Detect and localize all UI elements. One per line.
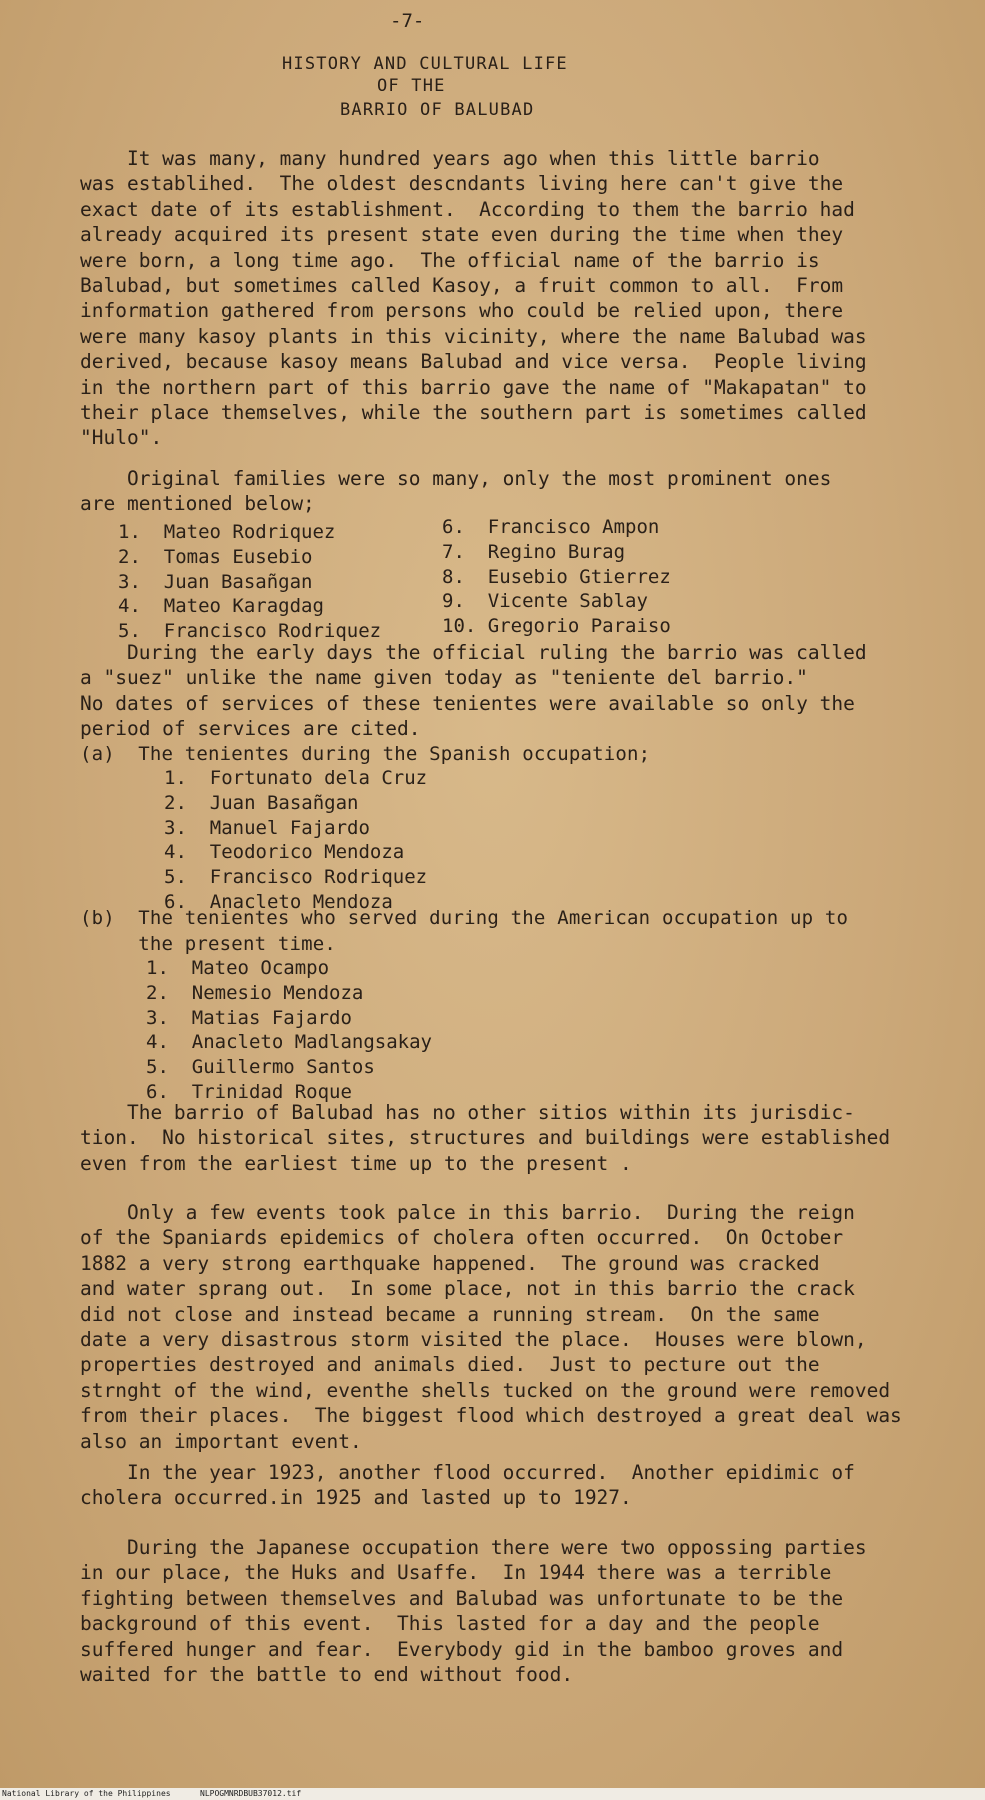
text-line: already acquired its present state even during the time when they bbox=[80, 223, 844, 247]
title-line-2: OF THE bbox=[377, 76, 446, 96]
spanish-tenientes-list bbox=[164, 766, 427, 915]
text-line: are mentioned below; bbox=[80, 492, 315, 516]
list-item: 10. Gregorio Paraiso bbox=[442, 615, 671, 638]
text-line: from their places. The biggest flood which destroyed a great deal was bbox=[80, 1404, 902, 1428]
text-line: also an important event. bbox=[80, 1429, 362, 1453]
text-line: It was many, many hundred years ago when this little barrio bbox=[80, 147, 820, 170]
text-line: No dates of services of these tenientes were available so only the bbox=[80, 691, 855, 715]
footer-library-name: National Library of the Philippines bbox=[2, 1789, 171, 1798]
text-line: in the northern part of this barrio gave the name of "Makapatan" to bbox=[80, 375, 867, 399]
paragraph-flood-1923 bbox=[80, 1460, 940, 1511]
american-tenientes-list bbox=[146, 956, 432, 1105]
list-item: 3. Matias Fajardo bbox=[146, 1006, 352, 1029]
text-line: properties destroyed and animals died. Just to pecture out the bbox=[80, 1353, 820, 1377]
list-item: 6. Trinidad Roque bbox=[146, 1080, 352, 1103]
families-list-left bbox=[118, 520, 381, 644]
list-item: 4. Anacleto Madlangsakay bbox=[146, 1031, 432, 1054]
text-line: were many kasoy plants in this vicinity, where the name Balubad was bbox=[80, 324, 867, 348]
list-item: 1. Mateo Rodriquez bbox=[118, 521, 336, 543]
list-item: 7. Regino Burag bbox=[442, 540, 626, 563]
list-item: 1. Mateo Ocampo bbox=[146, 957, 330, 979]
list-item: 3. Manuel Fajardo bbox=[164, 816, 370, 839]
section-b-heading-line-2: the present time. bbox=[80, 933, 337, 955]
footer-file-name: NLPOGMNRDBUB37012.tif bbox=[200, 1789, 302, 1798]
list-item: 3. Juan Basañgan bbox=[118, 570, 313, 593]
list-item: 9. Vicente Sablay bbox=[442, 590, 648, 613]
list-item: 4. Mateo Karagdag bbox=[118, 595, 324, 618]
text-line: and water sprang out. In some place, not in this barrio the crack bbox=[80, 1277, 855, 1301]
text-line: derived, because kasoy means Balubad and vice versa. People living bbox=[80, 350, 867, 374]
families-list-right bbox=[442, 515, 671, 639]
text-line: During the early days the official ruling the barrio was called bbox=[80, 641, 867, 664]
text-line: "Hulo". bbox=[80, 426, 163, 450]
text-line: waited for the battle to end without food. bbox=[80, 1663, 574, 1687]
text-line: suffered hunger and fear. Everybody gid in the bamboo groves and bbox=[80, 1637, 844, 1661]
list-item: 5. Guillermo Santos bbox=[146, 1056, 375, 1079]
text-line: date a very disastrous storm visited the place. Houses were blown, bbox=[80, 1328, 867, 1352]
paragraph-origin bbox=[80, 146, 940, 451]
list-item: 2. Tomas Eusebio bbox=[118, 545, 313, 568]
text-line: Balubad, but sometimes called Kasoy, a fruit common to all. From bbox=[80, 274, 844, 298]
paragraph-families-intro bbox=[80, 466, 940, 517]
list-item: 6. Francisco Ampon bbox=[442, 516, 660, 538]
text-line: 1882 a very strong earthquake happened. The ground was cracked bbox=[80, 1251, 820, 1275]
text-line: background of this event. This lasted for a day and the people bbox=[80, 1612, 820, 1636]
text-line: of the Spaniards epidemics of cholera often occurred. On October bbox=[80, 1226, 844, 1250]
scan-footer bbox=[0, 1788, 985, 1800]
list-item: 1. Fortunato dela Cruz bbox=[164, 767, 428, 789]
list-item: 6. Anacleto Mendoza bbox=[164, 890, 393, 913]
text-line: in our place, the Huks and Usaffe. In 1944 there was a terrible bbox=[80, 1561, 832, 1585]
text-line: strnght of the wind, eventhe shells tucked on the ground were removed bbox=[80, 1378, 891, 1402]
text-line: were born, a long time ago. The official name of the barrio is bbox=[80, 248, 820, 272]
text-line: Only a few events took palce in this barrio. During the reign bbox=[80, 1201, 855, 1224]
text-line: a "suez" unlike the name given today as "teniente del barrio." bbox=[80, 666, 808, 690]
text-line: During the Japanese occupation there were two oppossing parties bbox=[80, 1536, 867, 1559]
section-b-heading-line-1: (b) The tenientes who served during the American occupation up to bbox=[80, 907, 849, 929]
text-line: exact date of its establishment. According to them the barrio had bbox=[80, 197, 855, 221]
list-item: 4. Teodorico Mendoza bbox=[164, 841, 405, 864]
text-line: was establihed. The oldest descndants living here can't give the bbox=[80, 172, 844, 196]
title-line-3: BARRIO OF BALUBAD bbox=[340, 100, 535, 120]
list-item: 5. Francisco Rodriquez bbox=[164, 866, 428, 889]
text-line: their place themselves, while the southern part is sometimes called bbox=[80, 401, 867, 425]
paragraph-sitios bbox=[80, 1100, 940, 1176]
list-item: 2. Nemesio Mendoza bbox=[146, 981, 364, 1004]
text-line: did not close and instead became a running stream. On the same bbox=[80, 1302, 820, 1326]
text-line: tion. No historical sites, structures and buildings were established bbox=[80, 1126, 891, 1150]
text-line: In the year 1923, another flood occurred. Another epidimic of bbox=[80, 1461, 855, 1484]
text-line: fighting between themselves and Balubad was unfortunate to be the bbox=[80, 1586, 844, 1610]
page-number: -7- bbox=[390, 10, 425, 32]
text-line: Original families were so many, only the most prominent ones bbox=[80, 467, 832, 490]
text-line: cholera occurred.in 1925 and lasted up to 1927. bbox=[80, 1486, 632, 1510]
list-item: 2. Juan Basañgan bbox=[164, 791, 359, 814]
list-item: 5. Francisco Rodriquez bbox=[118, 620, 382, 643]
text-line: period of services are cited. bbox=[80, 717, 421, 741]
title-line-1: HISTORY AND CULTURAL LIFE bbox=[282, 54, 568, 74]
paragraph-tenientes-intro bbox=[80, 640, 940, 742]
list-item: 8. Eusebio Gtierrez bbox=[442, 565, 671, 588]
paragraph-japanese-occupation bbox=[80, 1535, 940, 1687]
paragraph-events bbox=[80, 1200, 940, 1454]
text-line: information gathered from persons who could be relied upon, there bbox=[80, 299, 844, 323]
text-line: The barrio of Balubad has no other sitios within its jurisdic- bbox=[80, 1101, 855, 1124]
text-line: even from the earliest time up to the present . bbox=[80, 1151, 632, 1175]
section-a-heading: (a) The tenientes during the Spanish occupation; bbox=[80, 743, 651, 765]
